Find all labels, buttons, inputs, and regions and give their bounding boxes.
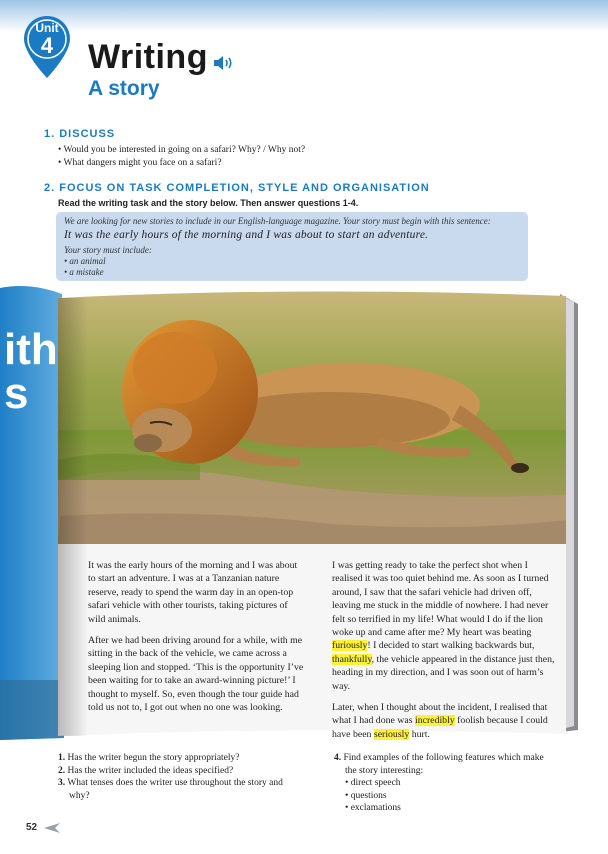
page-arrow-icon bbox=[44, 823, 60, 833]
task-description: We are looking for new stories to include in our English-language magazine. Your story must begin with this sentence: bbox=[64, 216, 491, 226]
unit-badge bbox=[22, 22, 72, 57]
discuss-bullet: • Would you be interested in going on a safari? Why? / Why not? bbox=[58, 145, 306, 155]
cover-text: ith bbox=[4, 325, 58, 374]
story-paragraph: After we had been driving around for a while, with me sitting in the back of the vehicle, we came across a sleeping lion and stopped. ‘This is the opportunity I’ve been waiting for to take an award-winning picture!’ I thought to myself. So, even though the tour guide had told us not to, I got out when no one was looking. bbox=[88, 635, 304, 714]
task-item: • a mistake bbox=[64, 267, 104, 277]
question-item: 1. Has the writer begun the story appropriately? bbox=[58, 753, 240, 763]
story-column-right bbox=[332, 559, 558, 749]
story-paragraph: It was the early hours of the morning and I was about to start an adventure. I was at a Tanzanian nature reserve, ready to spend the warm day in an open-top safari vehicle with other tourists, taking pictures of wild animals. bbox=[88, 560, 298, 625]
page-number: 52 bbox=[26, 822, 38, 833]
header-band bbox=[0, 0, 608, 35]
page-subtitle: A story bbox=[88, 77, 160, 100]
story-text: hurt. bbox=[409, 728, 430, 740]
story-paragraph bbox=[332, 559, 558, 693]
instruction-text: Read the writing task and the story below. Then answer questions 1-4. bbox=[58, 198, 359, 208]
task-first-sentence: It was the early hours of the morning and I was about to start an adventure. bbox=[64, 229, 429, 241]
questions-right bbox=[334, 752, 554, 815]
task-must-include: Your story must include: bbox=[64, 245, 152, 255]
question-item: 2. Has the writer included the ideas specified? bbox=[58, 765, 234, 776]
story-text: foolish because I could have been bbox=[332, 715, 548, 740]
section-focus-heading: 2. FOCUS ON TASK COMPLETION, STYLE AND ORGANISATION bbox=[44, 182, 430, 194]
story-text: , the vehicle appeared in the distance just then, heading in my direction, and I was soon out of harm’s way. bbox=[332, 653, 555, 692]
audio-speaker-icon[interactable] bbox=[213, 55, 235, 71]
unit-label: Unit bbox=[35, 21, 59, 35]
highlighted-word: furiously bbox=[332, 640, 368, 652]
section-discuss-heading: 1. DISCUSS bbox=[44, 128, 116, 140]
story-paragraph bbox=[332, 701, 558, 741]
questions-left bbox=[58, 752, 290, 802]
highlighted-word: thankfully bbox=[332, 653, 372, 665]
question-item: 3. What tenses does the writer use throughout the story and why? bbox=[58, 778, 283, 801]
feature-bullet: • direct speech bbox=[345, 778, 401, 788]
unit-number: 4 bbox=[40, 33, 54, 58]
question-item: 4. Find examples of the following features which make the story interesting: bbox=[334, 753, 544, 776]
cover-text: s bbox=[4, 369, 29, 418]
story-text: I was getting ready to take the perfect shot when I realised it was too quiet behind me. As soon as I turned around, I saw that the safari vehicle had driven off, leaving me stuck in the middle of nowhere. I had never felt so terrified in my life! What would I do if the lion woke up and came after me? My heart was beating bbox=[332, 560, 549, 639]
story-text: ! I decided to start walking backwards but, bbox=[367, 640, 535, 652]
story-column-left bbox=[88, 559, 306, 722]
page-title: Writing bbox=[88, 38, 208, 76]
highlighted-word: incredibly bbox=[414, 715, 455, 727]
highlighted-word: seriously bbox=[373, 728, 410, 740]
task-item: • an animal bbox=[64, 256, 106, 266]
story-text: Later, when I thought about the incident, I realised that what I had done was bbox=[332, 702, 548, 727]
feature-bullet: • questions bbox=[345, 790, 387, 801]
feature-bullet: • exclamations bbox=[345, 803, 401, 813]
discuss-bullet: • What dangers might you face on a safari? bbox=[58, 158, 222, 168]
